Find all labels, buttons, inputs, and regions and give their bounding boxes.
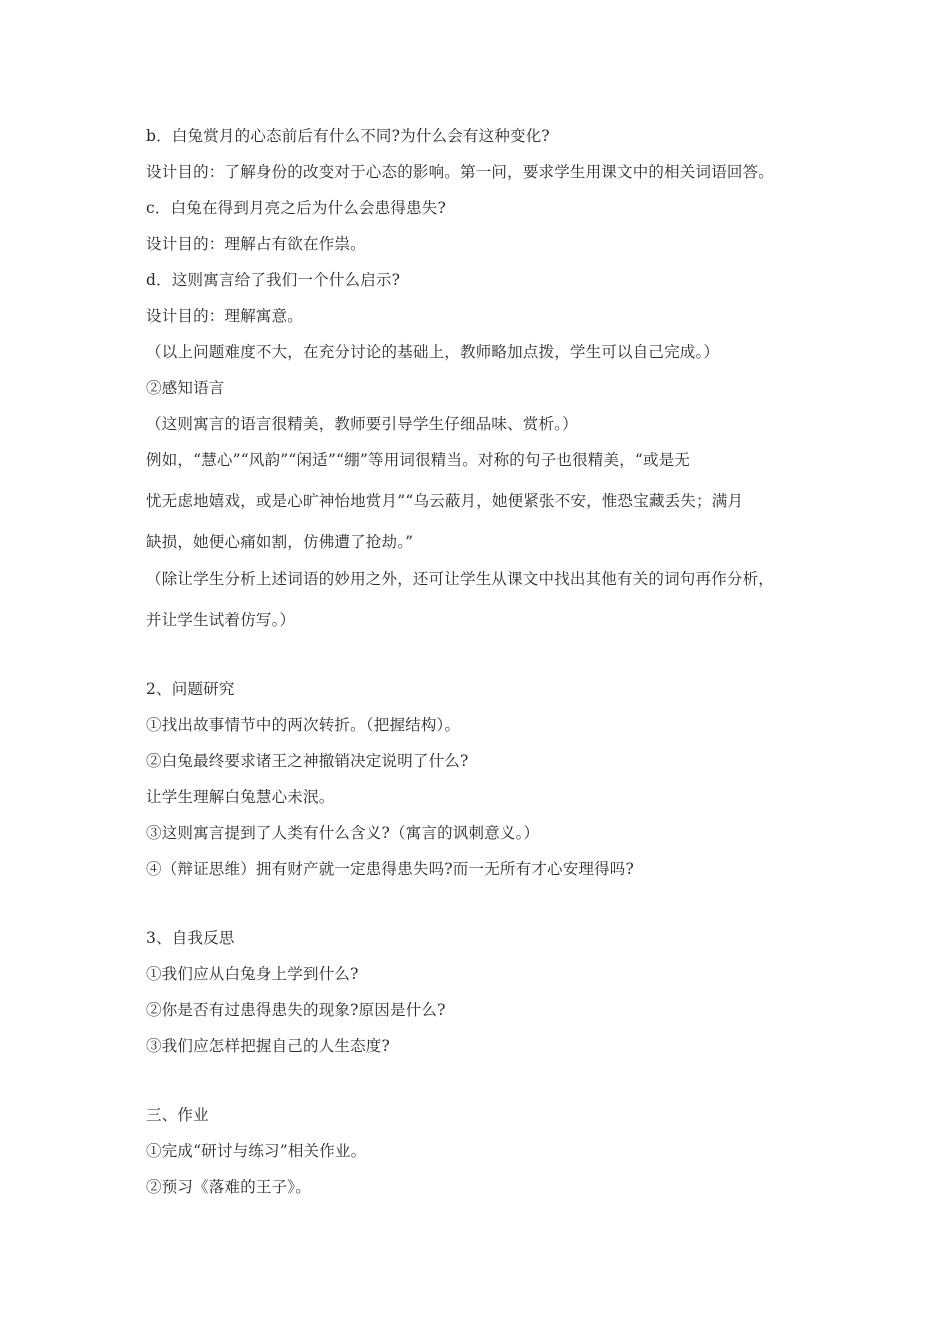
homework-item-2: ②预习《落难的王子》。 <box>146 1178 311 1196</box>
homework-item-1: ①完成“研讨与练习”相关作业。 <box>146 1142 367 1160</box>
language-example-line-1: 例如，“慧心”“风韵”“闲适”“绷”等用词很精当。对称的句子也很精美，“或是无 <box>146 451 691 469</box>
question-c: c．白兔在得到月亮之后为什么会患得患失? <box>146 199 446 217</box>
question-b: b．白兔赏月的心态前后有什么不同?为什么会有这种变化? <box>146 127 550 145</box>
analysis-note-line-1: （除让学生分析上述词语的妙用之外，还可让学生从课文中找出其他有关的词句再作分析， <box>146 570 775 588</box>
research-item-1: ①找出故事情节中的两次转折。（把握结构）。 <box>146 716 461 734</box>
section-self-reflection: 3、自我反思 <box>146 929 235 947</box>
questions-note: （以上问题难度不大，在充分讨论的基础上，教师略加点拨，学生可以自己完成。） <box>146 343 720 361</box>
research-item-2: ②白兔最终要求诸王之神撤销决定说明了什么? <box>146 752 469 770</box>
section-problem-research: 2、问题研究 <box>146 680 235 698</box>
language-example-line-3: 缺损，她便心痛如割，仿佛遭了抢劫。” <box>146 533 414 551</box>
design-purpose-d: 设计目的：理解寓意。 <box>146 307 304 325</box>
design-purpose-c: 设计目的：理解占有欲在作祟。 <box>146 235 366 253</box>
reflection-item-1: ①我们应从白兔身上学到什么? <box>146 965 359 983</box>
reflection-item-2: ②你是否有过患得患失的现象?原因是什么? <box>146 1001 446 1019</box>
language-example-line-2: 忧无虑地嬉戏，或是心旷神怡地赏月”“乌云蔽月，她便紧张不安，惟恐宝藏丢失；满月 <box>146 492 744 510</box>
design-purpose-b: 设计目的：了解身份的改变对于心态的影响。第一问，要求学生用课文中的相关词语回答。 <box>146 163 775 181</box>
question-d: d．这则寓言给了我们一个什么启示? <box>146 271 401 289</box>
research-item-3: ③这则寓言提到了人类有什么含义?（寓言的讽刺意义。） <box>146 824 540 842</box>
perceive-language-heading: ②感知语言 <box>146 379 225 397</box>
research-item-4: ④（辩证思维）拥有财产就一定患得患失吗?而一无所有才心安理得吗? <box>146 860 635 878</box>
section-homework: 三、作业 <box>146 1106 209 1124</box>
analysis-note-line-2: 并让学生试着仿写。） <box>146 611 296 629</box>
reflection-item-3: ③我们应怎样把握自己的人生态度? <box>146 1037 391 1055</box>
language-note: （这则寓言的语言很精美，教师要引导学生仔细品味、赏析。） <box>146 415 578 433</box>
research-item-2-note: 让学生理解白兔慧心未泯。 <box>146 788 335 806</box>
